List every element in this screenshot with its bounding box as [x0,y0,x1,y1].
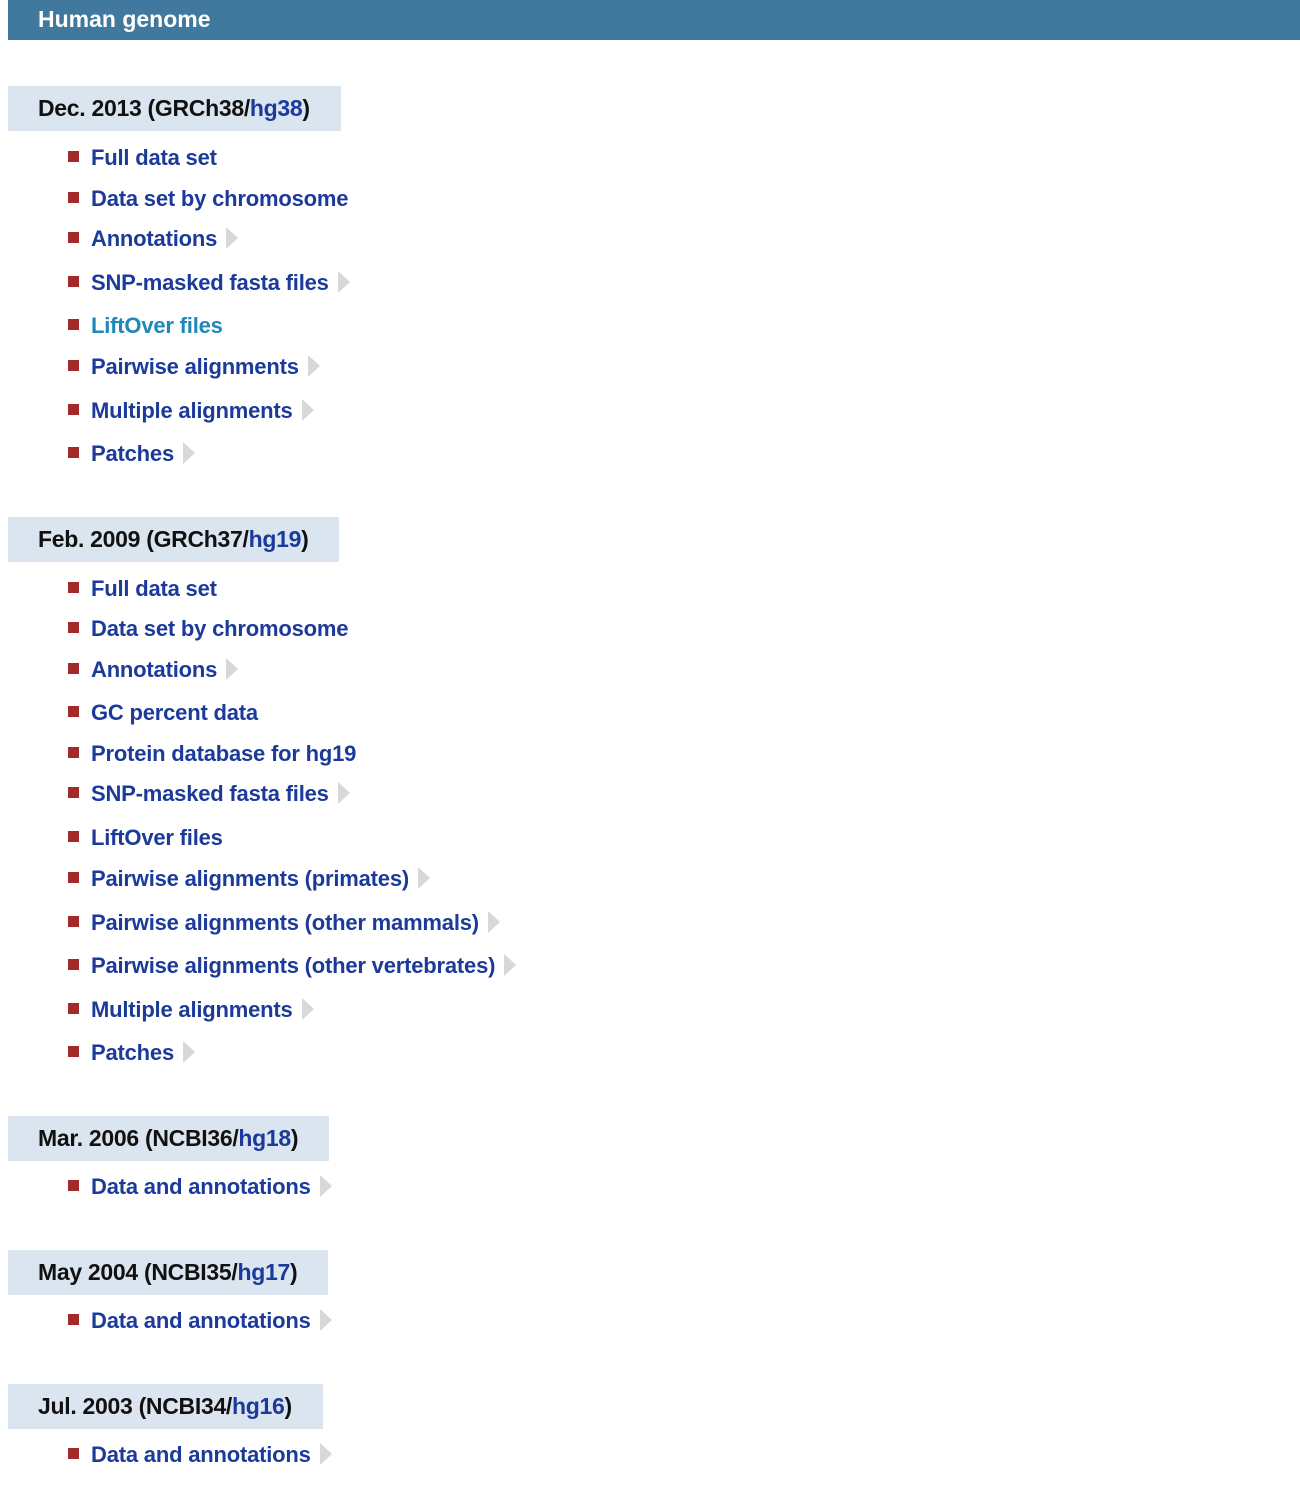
list-item [68,355,321,379]
square-bullet-icon [68,404,79,415]
list-item [68,442,196,466]
download-link[interactable]: Data set by chromosome [91,186,349,211]
list-item [68,187,348,211]
download-link[interactable]: Data and annotations [91,1442,311,1467]
download-link[interactable]: Patches [91,1040,174,1065]
release-label: May 2004 (NCBI35/ [38,1259,238,1285]
download-link[interactable]: Protein database for hg19 [91,741,357,766]
list-item [68,911,501,935]
list-item [68,658,239,682]
list-item [68,782,351,806]
assembly-db-link[interactable]: hg19 [248,526,302,552]
list-item [68,227,239,251]
list-item [68,954,517,978]
release-label: Jul. 2003 (NCBI34/ [38,1393,233,1419]
expand-arrow-icon[interactable] [182,441,196,465]
download-link[interactable]: Annotations [91,657,218,682]
square-bullet-icon [68,1046,79,1057]
square-bullet-icon [68,787,79,798]
square-bullet-icon [68,192,79,203]
square-bullet-icon [68,831,79,842]
expand-arrow-icon[interactable] [225,226,239,250]
release-section [8,1250,328,1333]
assembly-db-link[interactable]: hg38 [249,95,303,121]
release-label-suffix: ) [290,1125,299,1151]
expand-arrow-icon[interactable] [225,657,239,681]
list-item [68,998,315,1022]
release-label-suffix: ) [289,1259,298,1285]
list-item [68,867,431,891]
release-label-suffix: ) [284,1393,292,1419]
expand-arrow-icon[interactable] [319,1174,333,1198]
download-link[interactable]: Pairwise alignments (primates) [91,866,409,891]
release-section [8,1116,329,1199]
download-link[interactable]: Pairwise alignments (other mammals) [91,910,479,935]
expand-arrow-icon[interactable] [417,866,431,890]
download-link[interactable]: GC percent data [91,700,258,725]
square-bullet-icon [68,1314,79,1325]
square-bullet-icon [68,663,79,674]
list-item [68,1041,196,1065]
page-title-bar [8,0,1300,40]
expand-arrow-icon[interactable] [337,270,351,294]
release-label: Mar. 2006 (NCBI36/ [38,1125,239,1151]
square-bullet-icon [68,582,79,593]
square-bullet-icon [68,151,79,162]
square-bullet-icon [68,1448,79,1459]
expand-arrow-icon[interactable] [487,910,501,934]
release-label-suffix: ) [301,526,309,552]
download-link[interactable]: SNP-masked fasta files [91,270,329,295]
expand-arrow-icon[interactable] [319,1442,333,1466]
square-bullet-icon [68,706,79,717]
download-link[interactable]: Full data set [91,145,217,170]
assembly-db-link[interactable]: hg18 [238,1125,291,1151]
download-link[interactable]: Multiple alignments [91,997,293,1022]
release-label: Feb. 2009 (GRCh37/ [38,526,249,552]
expand-arrow-icon[interactable] [337,781,351,805]
assembly-db-link[interactable]: hg16 [232,1393,285,1419]
release-header [8,86,341,131]
download-link[interactable]: Patches [91,441,174,466]
download-link[interactable]: Full data set [91,576,217,601]
list-item [68,1309,333,1333]
expand-arrow-icon[interactable] [319,1308,333,1332]
square-bullet-icon [68,1003,79,1014]
list-item [68,826,223,850]
list-item [68,577,217,601]
list-item [68,1175,333,1199]
release-section [8,1384,323,1467]
download-link[interactable]: Annotations [91,226,218,251]
square-bullet-icon [68,1180,79,1191]
download-link[interactable]: SNP-masked fasta files [91,781,329,806]
download-link[interactable]: LiftOver files [91,313,223,338]
download-link[interactable]: Data and annotations [91,1308,311,1333]
list-item [68,399,315,423]
square-bullet-icon [68,747,79,758]
list-item [68,617,348,641]
download-link[interactable]: Pairwise alignments (other vertebrates) [91,953,496,978]
download-link[interactable]: Data and annotations [91,1174,311,1199]
list-item [68,271,351,295]
release-header [8,1250,328,1295]
release-section [8,517,496,1065]
download-link[interactable]: Multiple alignments [91,398,293,423]
square-bullet-icon [68,447,79,458]
list-item [68,742,356,766]
expand-arrow-icon[interactable] [182,1040,196,1064]
download-link[interactable]: LiftOver files [91,825,223,850]
square-bullet-icon [68,232,79,243]
expand-arrow-icon[interactable] [301,398,315,422]
download-link[interactable]: Data set by chromosome [91,616,349,641]
square-bullet-icon [68,360,79,371]
assembly-db-link[interactable]: hg17 [237,1259,290,1285]
expand-arrow-icon[interactable] [301,997,315,1021]
download-link[interactable]: Pairwise alignments [91,354,299,379]
release-header [8,1384,323,1429]
list-item [68,314,223,338]
square-bullet-icon [68,872,79,883]
list-item [68,701,258,725]
square-bullet-icon [68,959,79,970]
square-bullet-icon [68,319,79,330]
expand-arrow-icon[interactable] [307,354,321,378]
release-label: Dec. 2013 (GRCh38/ [38,95,250,121]
release-label-suffix: ) [302,95,310,121]
release-header [8,1116,329,1161]
release-header [8,517,339,562]
list-item [68,1443,333,1467]
expand-arrow-icon[interactable] [503,953,517,977]
square-bullet-icon [68,276,79,287]
square-bullet-icon [68,916,79,927]
square-bullet-icon [68,622,79,633]
list-item [68,146,217,170]
release-section [8,86,349,466]
page-title: Human genome [38,6,211,32]
